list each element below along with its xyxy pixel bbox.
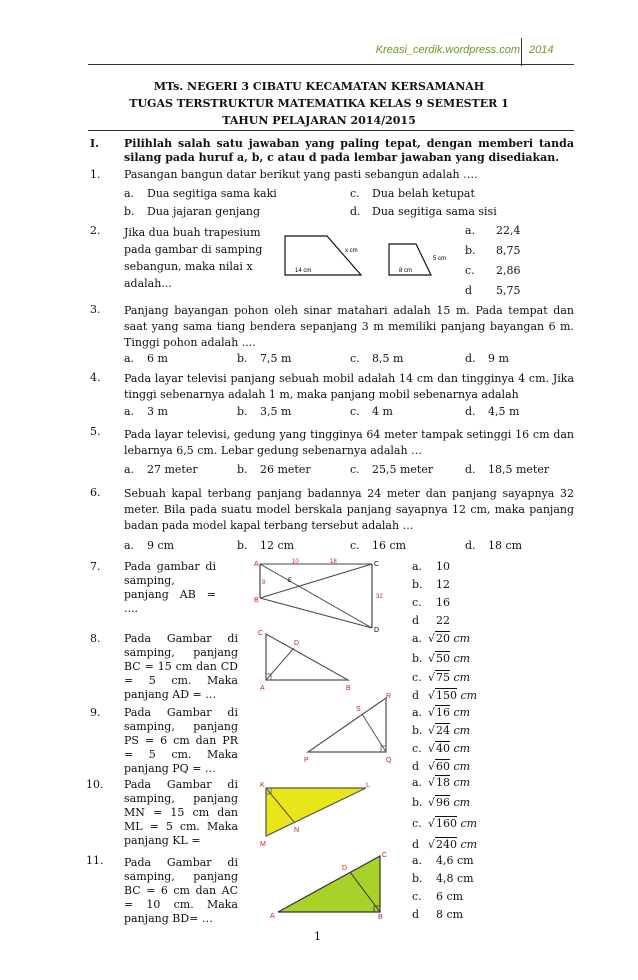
q10-point-n: N (294, 827, 300, 834)
q9-figure (300, 692, 400, 764)
q5-option-b: 26 meter (260, 463, 311, 476)
q8-point-b: B (346, 685, 351, 692)
q8-a-label: a. (412, 632, 423, 645)
q9-d-radicand: 60 (436, 760, 451, 773)
q11-option-c: 6 cm (436, 890, 464, 903)
q6-option-c: 16 cm (372, 539, 407, 552)
q5-option-d: 18,5 meter (488, 463, 550, 476)
site-url: Kreasi_cerdik.wordpress.com (375, 44, 520, 56)
q4-option-b: 3,5 m (260, 405, 292, 418)
q9-d-label: d (412, 760, 420, 773)
q6-option-b: 12 cm (260, 539, 295, 552)
q2-d-label: d (465, 284, 473, 297)
q2-number: 2. (90, 224, 101, 237)
q5-text: Pada layar televisi, gedung yang tingginya 64 meter tampak setinggi 16 cm dan lebarnya 6,5 cm. Lebar gedung sebenarnya adalah … (124, 428, 574, 457)
q2-option-a: 22,4 (496, 224, 521, 237)
q5-d-label: d. (465, 463, 476, 476)
q11-point-a: A (270, 913, 275, 920)
q10-text: Pada Gambar di samping, panjang MN = 15 cm dan ML = 5 cm. Maka panjang KL = (124, 778, 238, 847)
q9-option-a: √16 cm (428, 706, 471, 719)
q5-c-label: c. (350, 463, 360, 476)
q3-b-label: b. (237, 352, 248, 365)
q7-option-b: 12 (436, 578, 450, 591)
q10-d-unit: cm (460, 838, 478, 851)
q8-c-unit: cm (453, 671, 471, 684)
q11-point-b: B (378, 914, 383, 920)
q8-b-radicand: 50 (436, 652, 451, 665)
q2-b-label: b. (465, 244, 476, 257)
q7-d-label: d (412, 614, 420, 627)
section-instruction: Pilihlah salah satu jawaban yang paling tepat, dengan memberi tanda silang pada huruf a, b, c atau d pada lembar jawaban yang disediakan. (124, 137, 574, 164)
q8-number: 8. (90, 632, 101, 645)
q1-option-b: Dua jajaran genjang (147, 205, 261, 218)
q8-text: Pada Gambar di samping, panjang BC = 15 cm dan CD = 5 cm. Maka panjang AD = … (124, 632, 238, 701)
q10-c-radicand: 160 (436, 817, 458, 830)
q10-a-label: a. (412, 776, 423, 789)
q8-b-label: b. (412, 652, 423, 665)
q4-b-label: b. (237, 405, 248, 418)
q10-point-l: L (366, 782, 370, 789)
q11-option-a: 4,6 cm (436, 854, 474, 867)
q10-point-m: M (260, 841, 266, 848)
q2-option-d: 5,75 (496, 284, 521, 297)
q11-point-d: D (342, 865, 348, 872)
trapezoid-figure (283, 230, 463, 278)
q7-length-3: 32 (376, 594, 383, 600)
q7-point-b: B (254, 597, 259, 604)
q9-number: 9. (90, 706, 101, 719)
q11-d-label: d (412, 908, 420, 921)
q9-b-unit: cm (453, 724, 471, 737)
q7-b-label: b. (412, 578, 423, 591)
year-title: TAHUN PELAJARAN 2014/2015 (222, 114, 416, 127)
q10-figure (256, 778, 376, 850)
q7-figure (252, 558, 392, 634)
q10-option-c: √160 cm (428, 817, 478, 830)
q7-option-d: 22 (436, 614, 450, 627)
q9-c-unit: cm (453, 742, 471, 755)
q6-b-label: b. (237, 539, 248, 552)
q6-option-d: 18 cm (488, 539, 523, 552)
q6-option-a: 9 cm (147, 539, 175, 552)
q8-point-d: D (294, 640, 300, 647)
q3-number: 3. (90, 303, 101, 316)
q10-b-unit: cm (453, 796, 471, 809)
q7-number: 7. (90, 560, 101, 573)
q11-a-label: a. (412, 854, 423, 867)
fig-label-x: x cm (345, 248, 358, 254)
q8-d-label: d (412, 689, 420, 702)
q8-option-b: √50 cm (428, 652, 471, 665)
q6-d-label: d. (465, 539, 476, 552)
q8-point-c: C (258, 630, 264, 637)
q9-b-label: b. (412, 724, 423, 737)
q10-a-radicand: 18 (436, 776, 451, 789)
q8-a-radicand: 20 (436, 632, 451, 645)
q1-d-label: d. (350, 205, 361, 218)
q5-a-label: a. (124, 463, 135, 476)
header-rule (88, 64, 574, 65)
q9-point-q: Q (386, 757, 392, 764)
q4-option-d: 4,5 m (488, 405, 520, 418)
q8-option-c: √75 cm (428, 671, 471, 684)
header-year: 2014 (529, 44, 554, 56)
q11-option-b: 4,8 cm (436, 872, 474, 885)
q5-option-a: 27 meter (147, 463, 198, 476)
q10-b-radicand: 96 (436, 796, 451, 809)
q10-option-b: √96 cm (428, 796, 471, 809)
q4-option-c: 4 m (372, 405, 393, 418)
q9-a-label: a. (412, 706, 423, 719)
q8-option-a: √20 cm (428, 632, 471, 645)
q3-option-c: 8,5 m (372, 352, 404, 365)
q10-c-label: c. (412, 817, 422, 830)
q8-figure (256, 628, 366, 692)
header-divider (521, 38, 522, 66)
q6-a-label: a. (124, 539, 135, 552)
q9-option-d: √60 cm (428, 760, 471, 773)
q9-option-b: √24 cm (428, 724, 471, 737)
page-number: 1 (314, 930, 321, 943)
fig-label-side: 5 cm (433, 256, 447, 262)
q4-option-a: 3 m (147, 405, 168, 418)
fig-label-base2: 8 cm (399, 268, 413, 274)
q1-a-label: a. (124, 187, 135, 200)
q1-b-label: b. (124, 205, 135, 218)
q5-b-label: b. (237, 463, 248, 476)
q7-length-4: 8 (262, 580, 266, 586)
q11-point-c: C (382, 852, 388, 859)
q1-option-a: Dua segitiga sama kaki (147, 187, 277, 200)
q11-figure (266, 848, 396, 920)
q7-a-label: a. (412, 560, 423, 573)
q11-c-label: c. (412, 890, 422, 903)
q3-option-b: 7,5 m (260, 352, 292, 365)
q10-b-label: b. (412, 796, 423, 809)
q1-option-c: Dua belah ketupat (372, 187, 475, 200)
q1-c-label: c. (350, 187, 360, 200)
q9-c-radicand: 40 (436, 742, 451, 755)
q3-a-label: a. (124, 352, 135, 365)
q10-option-d: √240 cm (428, 838, 478, 851)
q8-c-radicand: 75 (436, 671, 451, 684)
q11-number: 11. (86, 854, 104, 867)
section-number: I. (90, 137, 99, 150)
q4-d-label: d. (465, 405, 476, 418)
q1-number: 1. (90, 168, 101, 181)
q7-option-a: 10 (436, 560, 450, 573)
q8-d-unit: cm (460, 689, 478, 702)
q7-point-e: E (288, 578, 293, 584)
q7-option-c: 16 (436, 596, 450, 609)
q3-d-label: d. (465, 352, 476, 365)
q3-text: Panjang bayangan pohon oleh sinar matahari adalah 15 m. Pada tempat dan saat yang sama tiang bendera sepanjang 3 m memiliki panjang bayangan 6 m. Tinggi pohon adalah .... (124, 304, 574, 349)
q11-option-d: 8 cm (436, 908, 464, 921)
q3-option-a: 6 m (147, 352, 168, 365)
assignment-title: TUGAS TERSTRUKTUR MATEMATIKA KELAS 9 SEMESTER 1 (129, 97, 509, 110)
q9-b-radicand: 24 (436, 724, 451, 737)
q9-d-unit: cm (453, 760, 471, 773)
q8-option-d: √150 cm (428, 689, 478, 702)
q9-text: Pada Gambar di samping, panjang PS = 6 cm dan PR = 5 cm. Maka panjang PQ = … (124, 706, 238, 775)
q11-text: Pada Gambar di samping, panjang BC = 6 cm dan AC = 10 cm. Maka panjang BD= … (124, 856, 238, 925)
q5-number: 5. (90, 425, 101, 438)
q4-a-label: a. (124, 405, 135, 418)
q5-option-c: 25,5 meter (372, 463, 434, 476)
q7-text: Pada gambar di samping, panjang AB = .... (124, 560, 216, 615)
q10-point-k: K (260, 782, 265, 789)
q9-a-radicand: 16 (436, 706, 451, 719)
q6-c-label: c. (350, 539, 360, 552)
fig-label-base1: 14 cm (295, 268, 312, 274)
q10-a-unit: cm (453, 776, 471, 789)
q8-a-unit: cm (453, 632, 471, 645)
q3-option-d: 9 m (488, 352, 509, 365)
q8-point-a: A (260, 685, 265, 692)
q9-point-p: P (304, 757, 309, 764)
school-title: MTs. NEGERI 3 CIBATU KECAMATAN KERSAMANAH (153, 80, 485, 93)
q3-c-label: c. (350, 352, 360, 365)
q10-number: 10. (86, 778, 104, 791)
q9-option-c: √40 cm (428, 742, 471, 755)
q10-option-a: √18 cm (428, 776, 471, 789)
q7-c-label: c. (412, 596, 422, 609)
q7-point-d: D (374, 627, 380, 634)
q2-option-b: 8,75 (496, 244, 521, 257)
q2-a-label: a. (465, 224, 476, 237)
q2-c-label: c. (465, 264, 475, 277)
q9-point-r: R (386, 693, 392, 700)
q9-point-s: S (356, 706, 361, 713)
q1-option-d: Dua segitiga sama sisi (372, 205, 497, 218)
q7-length-1: 10 (292, 559, 299, 565)
q6-number: 6. (90, 486, 101, 499)
q8-d-radicand: 150 (436, 689, 458, 702)
title-rule (88, 130, 574, 131)
q10-d-label: d (412, 838, 420, 851)
q4-c-label: c. (350, 405, 360, 418)
q6-text: Sebuah kapal terbang panjang badannya 24 meter dan panjang sayapnya 32 meter. Bila pada suatu model berskala panjang sayapnya 12 cm, maka panjang badan pada model kapal terbang tersebut adalah … (124, 487, 574, 532)
q10-c-unit: cm (460, 817, 478, 830)
q9-a-unit: cm (453, 706, 471, 719)
q7-point-c: C (374, 561, 380, 568)
q7-point-a: A (254, 561, 259, 568)
q2-option-c: 2,86 (496, 264, 521, 277)
q1-text: Pasangan bangun datar berikut yang pasti sebangun adalah …. (124, 168, 478, 181)
q8-b-unit: cm (453, 652, 471, 665)
q11-b-label: b. (412, 872, 423, 885)
q4-text: Pada layar televisi panjang sebuah mobil adalah 14 cm dan tingginya 4 cm. Jika tinggi sebenarnya adalah 1 m, maka panjang mobil sebenarnya adalah (124, 372, 574, 401)
q8-c-label: c. (412, 671, 422, 684)
q7-length-2: 18 (330, 559, 337, 565)
q4-number: 4. (90, 371, 101, 384)
q2-text: Jika dua buah trapesium pada gambar di samping sebangun, maka nilai x adalah... (124, 226, 263, 290)
q10-d-radicand: 240 (436, 838, 458, 851)
q9-c-label: c. (412, 742, 422, 755)
